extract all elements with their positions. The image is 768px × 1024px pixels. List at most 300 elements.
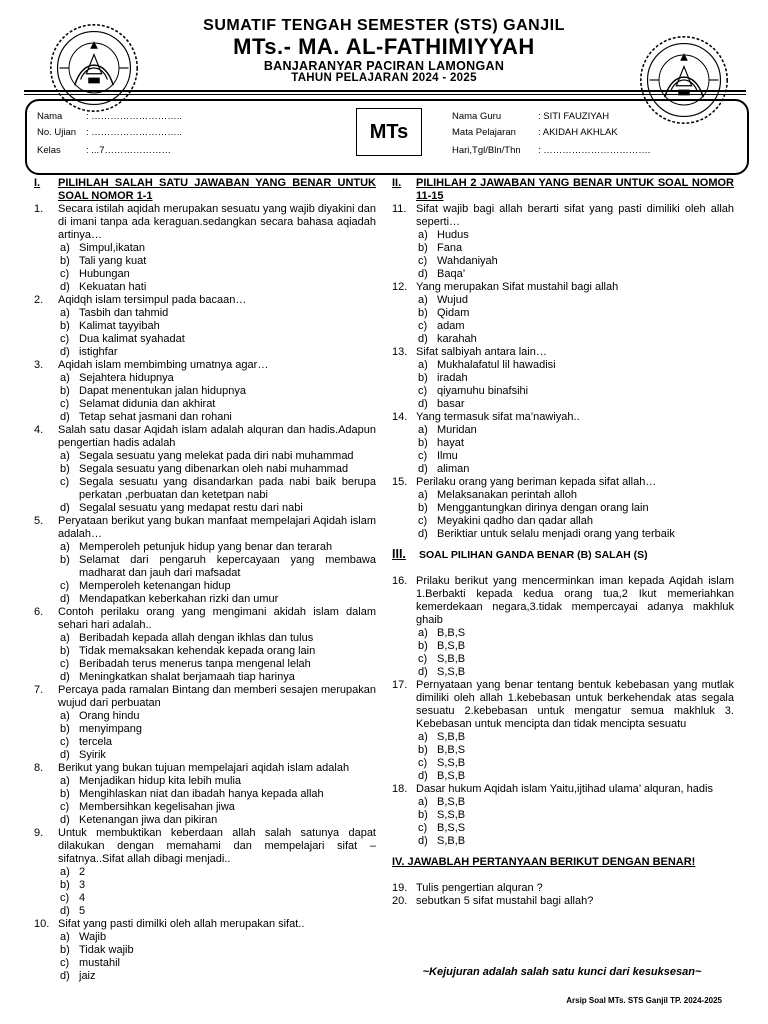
option-text: Wajib (79, 931, 107, 943)
option-text: Mengihlaskan niat dan ibadah hanya kepada allah (79, 788, 324, 800)
question (392, 476, 734, 489)
option-text: Hubungan (79, 268, 130, 280)
option-text: adam (437, 320, 465, 332)
option-text: Wujud (437, 294, 468, 306)
option-text: 2 (79, 866, 86, 878)
option-text: 5 (79, 905, 86, 917)
option-letter: d) (60, 749, 70, 761)
option-letter: a) (60, 632, 70, 644)
question (392, 281, 734, 294)
section-number: I. (34, 177, 41, 189)
name-field[interactable]: : ……………………….. (86, 111, 183, 122)
question (392, 895, 734, 908)
question-text: Berikut yang bukan tujuan mempelajari aqidah islam adalah (58, 762, 350, 774)
option-text: Memperoleh petunjuk hidup yang benar dan terarah (79, 541, 333, 553)
answer-option (34, 554, 376, 580)
question-text: Sifat salbiyah antara lain… (416, 346, 547, 358)
answer-option (34, 476, 376, 502)
exam-number-label: No. Ujian (37, 127, 77, 138)
option-letter: d) (60, 671, 70, 683)
question-number: 10. (34, 918, 50, 930)
question-text: Tulis pengertian alquran ? (416, 882, 543, 894)
option-letter: d) (60, 593, 70, 605)
option-text: Meningkatkan shalat berjamaah tiap harinya (79, 671, 295, 683)
option-text: S,S,B (437, 809, 466, 821)
option-text: Meyakini qadho dan qadar allah (437, 515, 593, 527)
option-text: S,S,B (437, 757, 466, 769)
answer-option (34, 242, 376, 255)
option-letter: d) (60, 814, 70, 826)
option-letter: b) (60, 385, 70, 397)
option-text: Hudus (437, 229, 469, 241)
teacher-value: : SITI FAUZIYAH (538, 111, 610, 122)
question-text: Percaya pada ramalan Bintang dan memberi sesajen merupakan wujud dari perbuatan (58, 684, 376, 709)
answer-option (34, 281, 376, 294)
option-letter: b) (60, 645, 70, 657)
option-letter: c) (60, 476, 70, 488)
question (34, 762, 376, 775)
footer-archive-note: Arsip Soal MTs. STS Ganjil TP. 2024-2025 (566, 996, 722, 1005)
option-letter: a) (60, 307, 70, 319)
question-number: 3. (34, 359, 44, 371)
option-letter: a) (60, 931, 70, 943)
question (392, 679, 734, 731)
option-letter: c) (60, 333, 70, 345)
level-box: MTs (356, 108, 422, 156)
answer-option (34, 658, 376, 671)
option-text: jaiz (79, 970, 96, 982)
section-heading (392, 548, 734, 562)
option-text: Tidak memaksakan kehendak kepada orang lain (79, 645, 316, 657)
option-text: 4 (79, 892, 86, 904)
option-text: basar (437, 398, 465, 410)
option-text: menyimpang (79, 723, 142, 735)
option-letter: d) (60, 411, 70, 423)
header-divider-thick (24, 90, 746, 92)
option-text: S,B,B (437, 653, 466, 665)
option-text: Beribadah terus menerus tanpa mengenal lelah (79, 658, 311, 670)
answer-option (34, 333, 376, 346)
header-divider-thin (24, 94, 746, 95)
exam-title: SUMATIF TENGAH SEMESTER (STS) GANJIL (203, 17, 565, 34)
option-text: Syirik (79, 749, 106, 761)
question-text: Contoh perilaku orang yang mengimani akidah islam dalam sehari hari adalah.. (58, 606, 376, 631)
answer-option (34, 593, 376, 606)
answer-option (392, 822, 734, 835)
option-text: Memperoleh ketenangan hidup (79, 580, 231, 592)
answer-option (34, 645, 376, 658)
option-letter: c) (60, 892, 70, 904)
question (392, 346, 734, 359)
option-letter: b) (60, 554, 70, 566)
option-letter: a) (418, 424, 428, 436)
answer-option (34, 255, 376, 268)
option-letter: b) (60, 879, 70, 891)
answer-option (392, 372, 734, 385)
teacher-label: Nama Guru (452, 111, 502, 122)
option-letter: c) (418, 653, 428, 665)
answer-option (34, 671, 376, 684)
answer-option (392, 528, 734, 541)
section-number: III. (392, 547, 406, 561)
option-text: Membersihkan kegelisahan jiwa (79, 801, 235, 813)
question-text: sebutkan 5 sifat mustahil bagi allah? (416, 895, 594, 907)
option-letter: a) (60, 541, 70, 553)
answer-option (34, 788, 376, 801)
answer-option (392, 398, 734, 411)
question-number: 16. (392, 575, 408, 587)
option-letter: c) (60, 398, 70, 410)
answer-option (34, 398, 376, 411)
answer-option (392, 294, 734, 307)
answer-option (34, 931, 376, 944)
question (34, 918, 376, 931)
answer-option (392, 450, 734, 463)
question-text: Secara istilah aqidah merupakan sesuatu yang wajib diyakini dan di imani tanpa ada keraguan.sedangkan secara bahasa aqiadah artinya… (58, 203, 376, 241)
answer-option (392, 757, 734, 770)
option-text: Sejahtera hidupnya (79, 372, 174, 384)
option-letter: b) (418, 372, 428, 384)
school-address: BANJARANYAR PACIRAN LAMONGAN (263, 59, 505, 73)
option-text: Tali yang kuat (79, 255, 147, 267)
answer-option (392, 268, 734, 281)
option-text: Segala sesuatu yang disandarkan pada nabi baik berupa perkatan ,perbuatan dan ketetpan nabi (79, 476, 376, 501)
answer-option (392, 242, 734, 255)
answer-option (34, 307, 376, 320)
question-number: 20. (392, 895, 408, 907)
answer-option (34, 736, 376, 749)
option-letter: a) (60, 775, 70, 787)
answer-option (392, 796, 734, 809)
option-letter: c) (60, 736, 70, 748)
question-number: 9. (34, 827, 44, 839)
option-text: B,S,B (437, 796, 466, 808)
answer-option (392, 744, 734, 757)
answer-option (34, 463, 376, 476)
question-text: Sifat wajib bagi allah berarti sifat yang pasti dimiliki oleh allah seperti… (416, 203, 734, 228)
answer-option (34, 957, 376, 970)
question-number: 11. (392, 203, 407, 215)
question (34, 424, 376, 450)
option-text: Beriktiar untuk selalu menjadi orang yang terbaik (437, 528, 675, 540)
answer-option (34, 632, 376, 645)
section-heading (34, 177, 376, 203)
option-text: Mukhalafatul lil hawadisi (437, 359, 556, 371)
option-text: Beribadah kepada allah dengan ikhlas dan tulus (79, 632, 314, 644)
option-text: Dua kalimat syahadat (79, 333, 185, 345)
answer-option (392, 424, 734, 437)
question-text: Aqidah islam membimbing umatnya agar… (58, 359, 269, 371)
answer-option (34, 749, 376, 762)
option-text: Menjadikan hidup kita lebih mulia (79, 775, 242, 787)
option-letter: a) (60, 710, 70, 722)
answer-option (392, 255, 734, 268)
option-letter: c) (60, 580, 70, 592)
option-text: Orang hindu (79, 710, 140, 722)
option-letter: c) (418, 255, 428, 267)
question (392, 411, 734, 424)
question (34, 294, 376, 307)
answer-option (392, 627, 734, 640)
option-letter: b) (60, 255, 70, 267)
answer-option (34, 372, 376, 385)
answer-option (392, 835, 734, 848)
answer-option (34, 944, 376, 957)
question-text: Untuk membuktikan keberdaan allah salah satunya dapat dilakukan dengan memahami dan mempelajari sifat – sifatnya..Sifat allah dibagi menjadi.. (58, 827, 376, 865)
question-text: Pernyataan yang benar tentang bentuk kebebasan yang mutlak dimiliki oleh allah 1.kebebasan untuk berkehendak atas segala sesuatu 2.kebebasan untuk mengatur semua makhluk 3. Kebebasan untuk mencipta dan tidak mencipta sesuatu (416, 679, 734, 730)
question-number: 2. (34, 294, 44, 306)
option-letter: d) (60, 346, 70, 358)
questions-left-column (34, 177, 376, 983)
option-text: hayat (437, 437, 464, 449)
option-letter: a) (60, 242, 70, 254)
answer-option (392, 333, 734, 346)
option-text: iradah (437, 372, 468, 384)
option-text: Tetap sehat jasmani dan rohani (79, 411, 232, 423)
option-text: Fana (437, 242, 463, 254)
option-text: Melaksanakan perintah alloh (437, 489, 578, 501)
section-heading: IV. JAWABLAH PERTANYAAN BERIKUT DENGAN BENAR! (392, 856, 696, 868)
question (34, 684, 376, 710)
answer-option (392, 385, 734, 398)
option-letter: d) (418, 463, 428, 475)
option-letter: b) (418, 307, 428, 319)
question-number: 6. (34, 606, 44, 618)
question-number: 5. (34, 515, 44, 527)
option-letter: a) (60, 450, 70, 462)
answer-option (34, 905, 376, 918)
school-name: MTs.- MA. AL-FATHIMIYYAH (233, 34, 535, 59)
subject-label: Mata Pelajaran (452, 127, 516, 138)
option-letter: c) (60, 801, 70, 813)
option-letter: a) (418, 731, 428, 743)
option-text: Segalal sesuatu yang medapat restu dari nabi (79, 502, 303, 514)
question-text: Peryataan berikut yang bukan manfaat mempelajari Aqidah islam adalah… (58, 515, 376, 540)
answer-option (34, 814, 376, 827)
option-letter: c) (60, 658, 70, 670)
answer-option (34, 892, 376, 905)
answer-option (392, 359, 734, 372)
option-letter: b) (60, 320, 70, 332)
option-text: Dapat menentukan jalan hidupnya (79, 385, 246, 397)
option-letter: b) (418, 242, 428, 254)
answer-option (34, 801, 376, 814)
question (392, 575, 734, 627)
option-text: 3 (79, 879, 86, 891)
question (34, 203, 376, 242)
answer-option (34, 723, 376, 736)
answer-option (392, 640, 734, 653)
section-title: SOAL PILIHAN GANDA BENAR (B) SALAH (S) (419, 549, 648, 561)
option-text: S,B,B (437, 835, 466, 847)
option-letter: b) (418, 809, 428, 821)
answer-option (34, 385, 376, 398)
answer-option (34, 775, 376, 788)
date-field[interactable]: : ……………………………. (538, 145, 651, 156)
answer-option (34, 450, 376, 463)
option-letter: d) (60, 970, 70, 982)
option-text: B,S,B (437, 770, 466, 782)
question-number: 7. (34, 684, 44, 696)
question-number: 17. (392, 679, 408, 691)
question-number: 15. (392, 476, 408, 488)
option-letter: d) (60, 502, 70, 514)
option-text: Baqa’ (437, 268, 466, 280)
question-number: 4. (34, 424, 44, 436)
answer-option (392, 731, 734, 744)
option-text: S,S,B (437, 666, 466, 678)
option-letter: a) (60, 866, 70, 878)
answer-option (34, 879, 376, 892)
option-letter: c) (418, 757, 428, 769)
option-letter: c) (418, 822, 428, 834)
subject-value: : AKIDAH AKHLAK (538, 127, 618, 138)
option-text: tercela (79, 736, 113, 748)
question-number: 1. (34, 203, 44, 215)
option-letter: a) (60, 372, 70, 384)
question-number: 14. (392, 411, 408, 423)
option-text: Qidam (437, 307, 470, 319)
answer-option (34, 710, 376, 723)
option-text: Segala sesuatu yang dibenarkan oleh nabi muhammad (79, 463, 349, 475)
motto: ~Kejujuran adalah salah satu kunci dari kesuksesan~ (422, 966, 702, 978)
option-letter: b) (418, 640, 428, 652)
option-letter: c) (60, 957, 70, 969)
question (392, 203, 734, 229)
option-letter: b) (60, 944, 70, 956)
option-text: Tidak wajib (79, 944, 134, 956)
section-number: II. (392, 177, 402, 189)
answer-option (392, 666, 734, 679)
option-letter: d) (418, 835, 428, 847)
option-letter: c) (418, 450, 428, 462)
question-text: Yang termasuk sifat ma’nawiyah.. (416, 411, 580, 423)
date-label: Hari,Tgl/Bln/Thn (452, 145, 521, 156)
option-letter: a) (418, 627, 428, 639)
answer-option (392, 515, 734, 528)
question-text: Prilaku berikut yang mencerminkan iman kepada Aqidah islam 1.Berbakti kepada kedua orang tua,2 Ikut memeriahkan kemerdekaan negara,3.tidak mempercayai adanya makhluk ghaib (416, 575, 734, 626)
question-number: 13. (392, 346, 408, 358)
option-text: S,B,B (437, 731, 466, 743)
answer-option (392, 502, 734, 515)
option-letter: d) (60, 905, 70, 917)
question-text: Yang merupakan Sifat mustahil bagi allah (416, 281, 619, 293)
option-text: Segala sesuatu yang melekat pada diri nabi muhammad (79, 450, 354, 462)
option-text: Ilmu (437, 450, 458, 462)
answer-option (392, 437, 734, 450)
class-field[interactable]: : ...7………………… (86, 145, 171, 156)
question-number: 19. (392, 882, 408, 894)
question-text: Sifat yang pasti dimilki oleh allah merupakan sifat.. (58, 918, 305, 930)
name-label: Nama (37, 111, 63, 122)
question-text: Aqidqh islam tersimpul pada bacaan… (58, 294, 247, 306)
option-letter: b) (60, 723, 70, 735)
option-text: B,S,B (437, 640, 466, 652)
answer-option (392, 770, 734, 783)
option-text: aliman (437, 463, 470, 475)
option-letter: d) (418, 398, 428, 410)
option-letter: a) (418, 489, 428, 501)
question-number: 18. (392, 783, 408, 795)
section-heading (392, 177, 734, 203)
option-text: Menggantungkan dirinya dengan orang lain (437, 502, 649, 514)
answer-option (34, 541, 376, 554)
option-text: B,S,S (437, 822, 466, 834)
question (34, 827, 376, 866)
answer-option (392, 320, 734, 333)
option-letter: a) (418, 359, 428, 371)
option-letter: b) (418, 744, 428, 756)
answer-option (392, 809, 734, 822)
option-text: B,B,S (437, 744, 466, 756)
option-letter: c) (418, 320, 428, 332)
option-letter: a) (418, 796, 428, 808)
option-text: Selamat didunia dan akhirat (79, 398, 216, 410)
option-text: Kalimat tayyibah (79, 320, 160, 332)
option-text: Ketenangan jiwa dan pikiran (79, 814, 218, 826)
option-text: Kekuatan hati (79, 281, 147, 293)
option-letter: c) (418, 515, 428, 527)
question (34, 359, 376, 372)
exam-number-field[interactable]: : ……………………….. (86, 127, 183, 138)
answer-option (392, 463, 734, 476)
answer-option (34, 411, 376, 424)
option-text: Tasbih dan tahmid (79, 307, 169, 319)
answer-option (392, 653, 734, 666)
option-text: istighfar (79, 346, 118, 358)
option-letter: b) (418, 502, 428, 514)
answer-option (34, 268, 376, 281)
class-label: Kelas (37, 145, 61, 156)
option-text: Simpul,ikatan (79, 242, 146, 254)
option-text: Muridan (437, 424, 477, 436)
question-number: 12. (392, 281, 408, 293)
section-title: PILIHLAH SALAH SATU JAWABAN YANG BENAR UNTUK SOAL NOMOR 1-1 (58, 177, 376, 202)
question (392, 783, 734, 796)
option-letter: c) (418, 385, 428, 397)
option-letter: b) (60, 463, 70, 475)
section-title: PILIHLAH 2 JAWABAN YANG BENAR UNTUK SOAL NOMOR 11-15 (416, 177, 734, 202)
option-letter: d) (418, 770, 428, 782)
answer-option (34, 502, 376, 515)
option-text: Wahdaniyah (437, 255, 498, 267)
option-letter: d) (418, 666, 428, 678)
answer-option (34, 346, 376, 359)
option-letter: b) (418, 437, 428, 449)
option-letter: a) (418, 294, 428, 306)
option-text: mustahil (79, 957, 120, 969)
option-letter: c) (60, 268, 70, 280)
answer-option (392, 229, 734, 242)
question-text: Perilaku orang yang beriman kepada sifat allah… (416, 476, 657, 488)
answer-option (34, 970, 376, 983)
answer-option (34, 866, 376, 879)
question (34, 606, 376, 632)
option-letter: a) (418, 229, 428, 241)
question-number: 8. (34, 762, 44, 774)
option-letter: d) (418, 268, 428, 280)
option-text: karahah (437, 333, 477, 345)
option-letter: d) (418, 528, 428, 540)
option-letter: d) (60, 281, 70, 293)
question-text: Dasar hukum Aqidah islam Yaitu,ijtihad ulama’ alquran, hadis (416, 783, 713, 795)
option-text: qiyamuhu binafsihi (437, 385, 529, 397)
option-letter: d) (418, 333, 428, 345)
answer-option (392, 489, 734, 502)
option-letter: b) (60, 788, 70, 800)
answer-option (392, 307, 734, 320)
answer-option (34, 580, 376, 593)
